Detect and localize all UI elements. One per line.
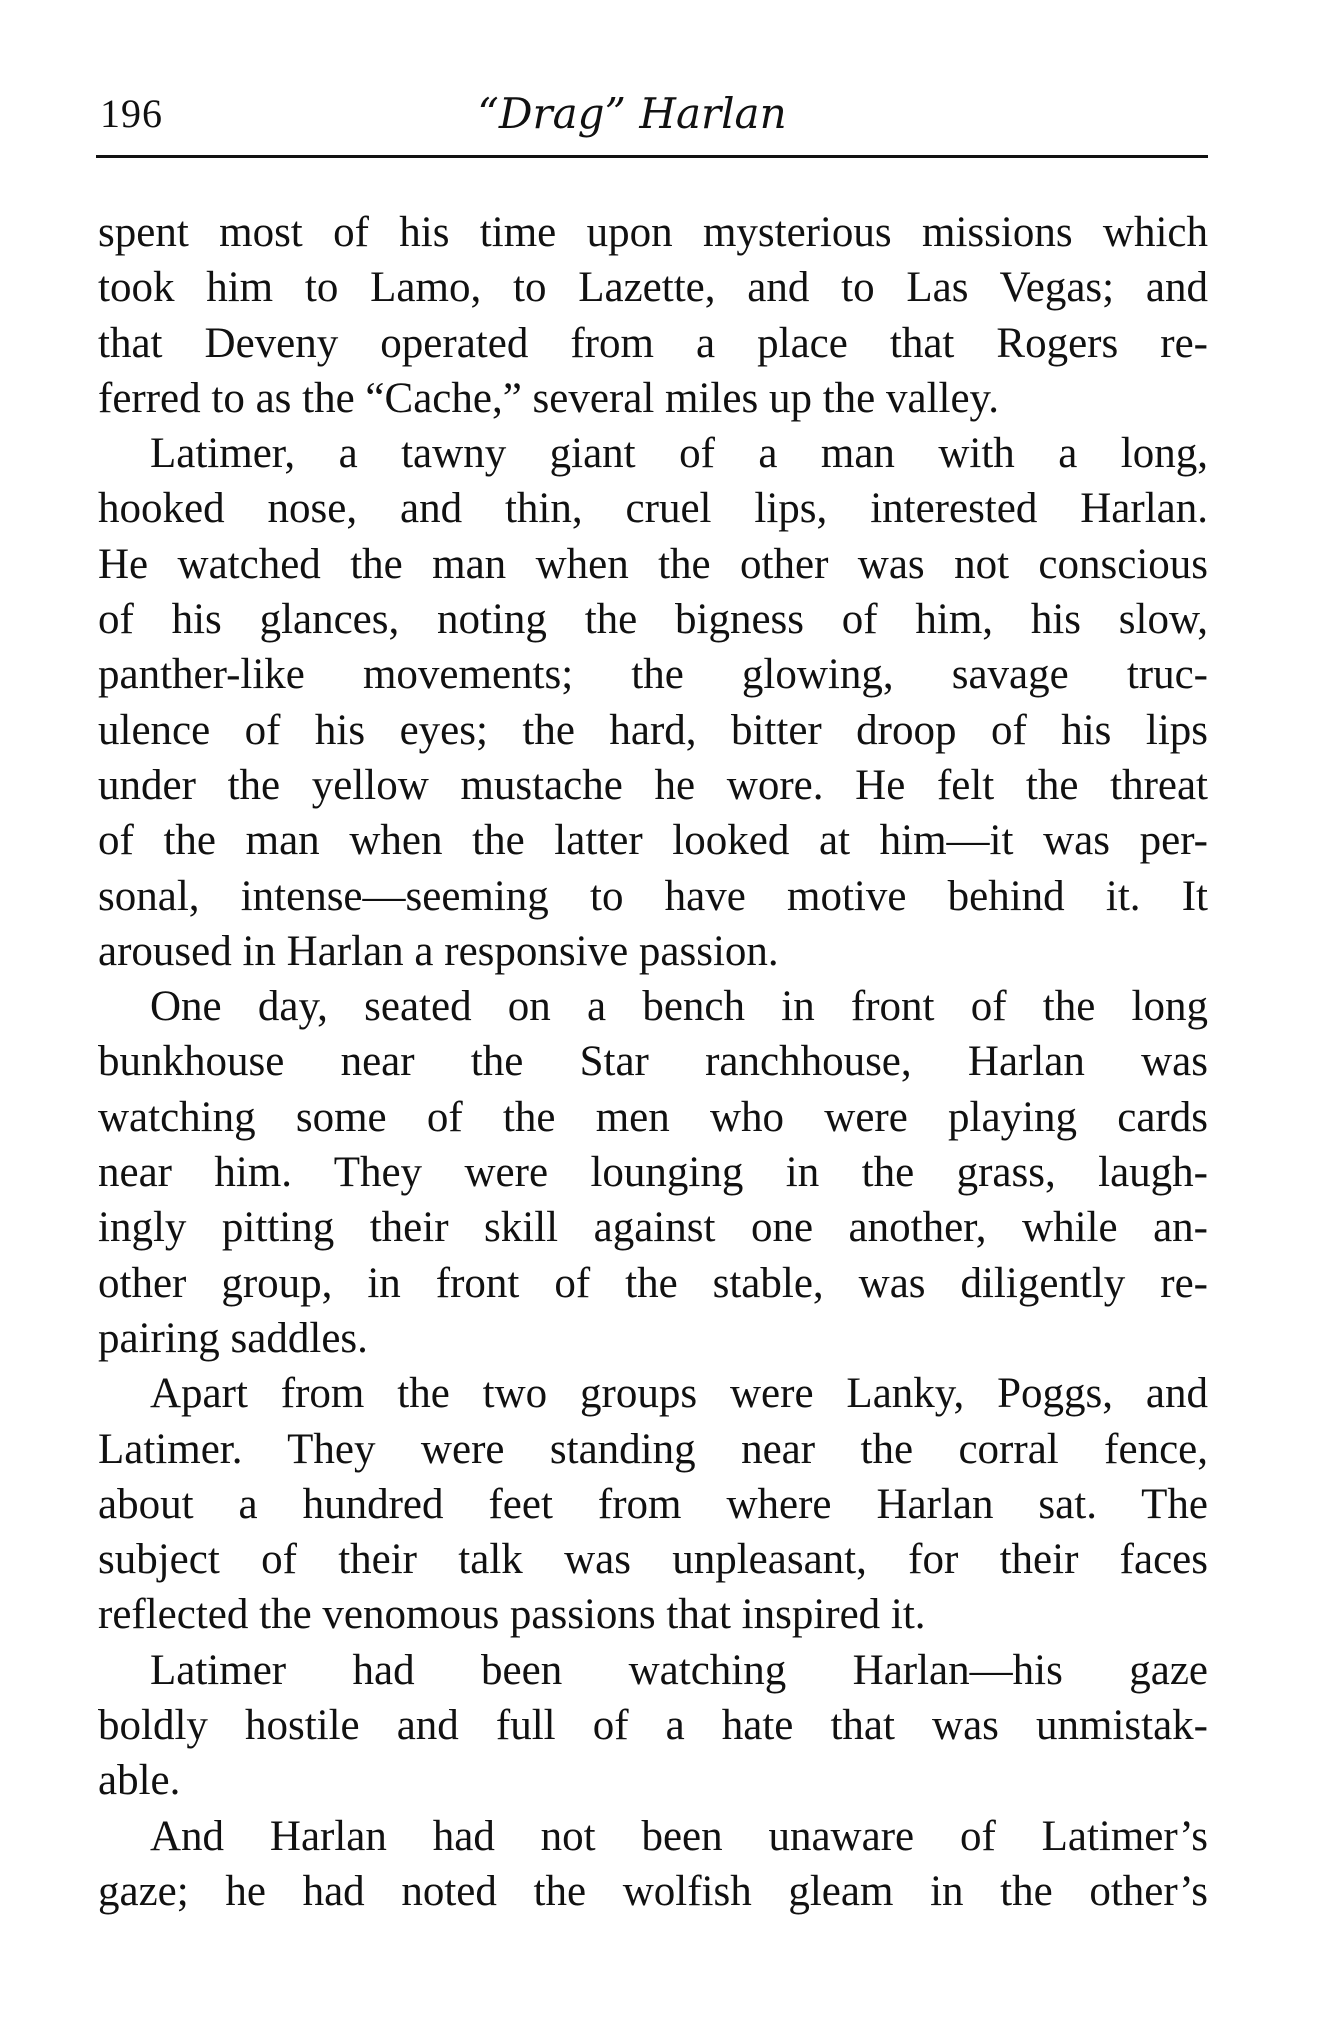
text-line: able. [98,1757,181,1805]
text-line: other group, in front of the stable, was diligently re- [98,1259,1208,1307]
text-line: of his glances, noting the bigness of him, his slow, [98,596,1208,644]
text-line: sonal, intense—seeming to have motive behind it. It [98,872,1208,920]
page-number: 196 [100,91,163,136]
text-line: Latimer. They were standing near the corral fence, [98,1425,1208,1473]
text-line: reflected the venomous passions that inspired it. [98,1591,926,1639]
text-line: of the man when the latter looked at him—it was per- [98,817,1208,865]
text-line: under the yellow mustache he wore. He felt the threat [98,761,1208,809]
body-text [98,205,1208,1919]
text-line: Latimer had been watching Harlan—his gaze [150,1646,1208,1694]
text-line: boldly hostile and full of a hate that was unmistak- [98,1702,1208,1750]
text-line: subject of their talk was unpleasant, for their faces [98,1536,1208,1584]
text-line: Apart from the two groups were Lanky, Poggs, and [150,1370,1208,1418]
text-line: He watched the man when the other was not conscious [98,540,1208,588]
text-line: One day, seated on a bench in front of the long [150,983,1208,1031]
text-line: ulence of his eyes; the hard, bitter droop of his lips [98,706,1208,754]
text-line: ingly pitting their skill against one another, while an- [98,1204,1208,1252]
text-line: took him to Lamo, to Lazette, and to Las Vegas; and [98,264,1208,312]
text-line: spent most of his time upon mysterious missions which [98,209,1208,256]
text-line: about a hundred feet from where Harlan sat. The [98,1480,1208,1528]
text-line: pairing saddles. [98,1314,368,1362]
text-line: watching some of the men who were playing cards [98,1093,1208,1141]
text-line: aroused in Harlan a responsive passion. [98,927,779,975]
text-line: gaze; he had noted the wolfish gleam in the other’s [98,1867,1208,1915]
text-line: ferred to as the “Cache,” several miles up the valley. [98,374,1000,422]
text-line: hooked nose, and thin, cruel lips, interested Harlan. [98,485,1208,533]
text-line: And Harlan had not been unaware of Latimer’s [150,1812,1208,1860]
running-head [96,84,1208,144]
text-line: that Deveny operated from a place that Rogers re- [98,319,1208,367]
text-line: Latimer, a tawny giant of a man with a long, [150,430,1208,478]
running-title: “Drag” Harlan [477,89,787,138]
header-rule [96,155,1208,158]
text-line: bunkhouse near the Star ranchhouse, Harlan was [98,1038,1208,1086]
text-line: panther-like movements; the glowing, savage truc- [98,651,1208,699]
text-line: near him. They were lounging in the grass, laugh- [98,1149,1208,1197]
